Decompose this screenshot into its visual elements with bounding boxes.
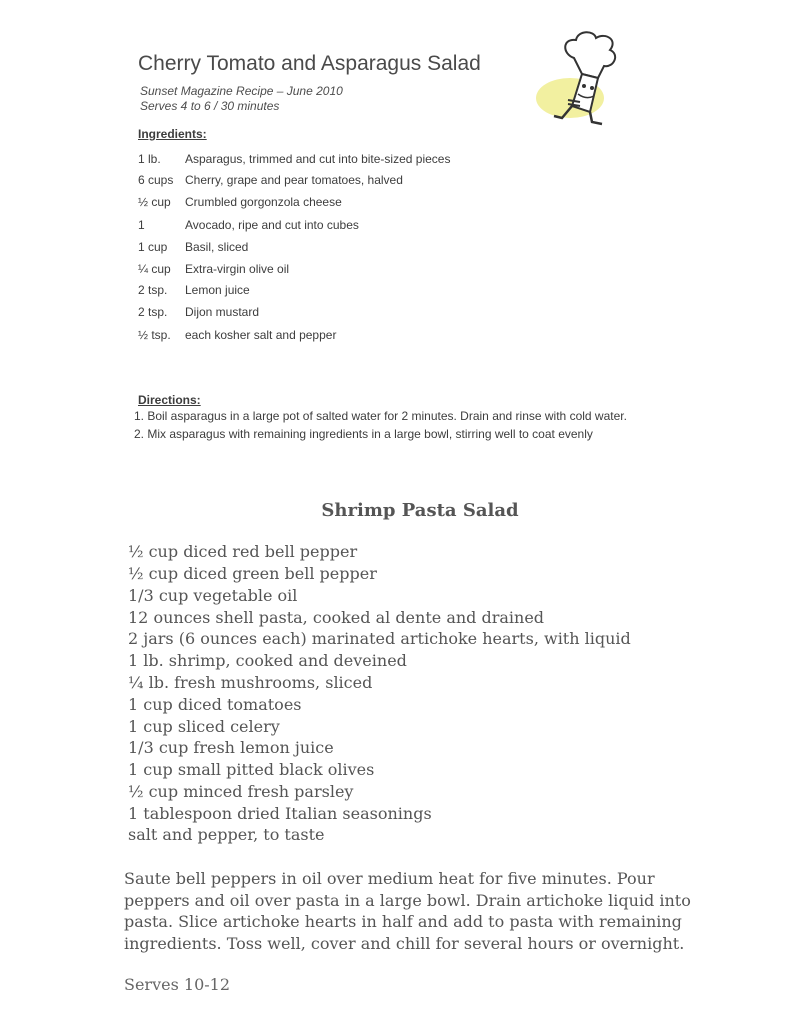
recipe2-title: Shrimp Pasta Salad (321, 500, 519, 521)
ingredients-heading: Ingredients: (138, 127, 207, 141)
ingredient-line: 1 lb. shrimp, cooked and deveined (128, 651, 407, 670)
ingredient-line: 1/3 cup fresh lemon juice (128, 738, 334, 757)
ingredient-line: 12 ounces shell pasta, cooked al dente and drained (128, 608, 545, 627)
direction-step: 1. Boil asparagus in a large pot of salted water for 2 minutes. Drain and rinse with cold water. (134, 409, 627, 423)
recipe1-serves: Serves 4 to 6 / 30 minutes (140, 99, 280, 113)
ingredient-line: 1 cup small pitted black olives (128, 760, 375, 779)
direction-step: 2. Mix asparagus with remaining ingredients in a large bowl, stirring well to coat evenly (134, 427, 593, 441)
directions-line: pasta. Slice artichoke hearts in half and add to pasta with remaining (124, 912, 682, 931)
ingredient-line: 2 jars (6 ounces each) marinated artichoke hearts, with liquid (128, 629, 631, 648)
directions-line: peppers and oil over pasta in a large bowl. Drain artichoke liquid into (124, 890, 691, 910)
ingredient-line: salt and pepper, to taste (128, 825, 325, 844)
ingredient-line: ½ cup minced fresh parsley (128, 782, 354, 801)
recipe2-directions (124, 868, 704, 954)
directions-heading: Directions: (138, 393, 201, 407)
ingredient-line: 1 cup diced tomatoes (128, 695, 302, 714)
ingredient-line: ½ cup diced red bell pepper (128, 542, 358, 561)
recipe2-serves: Serves 10-12 (124, 975, 231, 994)
ingredient-line: 1/3 cup vegetable oil (128, 586, 298, 605)
ingredient-line: 1 cup sliced celery (128, 717, 280, 736)
chef-clipart-icon (532, 28, 644, 128)
recipe1-source: Sunset Magazine Recipe – June 2010 (140, 84, 343, 98)
recipe1-title: Cherry Tomato and Asparagus Salad (138, 52, 481, 75)
ingredient-line: 1 tablespoon dried Italian seasonings (128, 804, 432, 823)
ingredient-line: ½ cup diced green bell pepper (128, 564, 377, 583)
ingredient-line: ¼ lb. fresh mushrooms, sliced (128, 673, 373, 692)
directions-line: Saute bell peppers in oil over medium heat for five minutes. Pour (124, 869, 655, 888)
directions-line: ingredients. Toss well, cover and chill for several hours or overnight. (124, 933, 685, 953)
